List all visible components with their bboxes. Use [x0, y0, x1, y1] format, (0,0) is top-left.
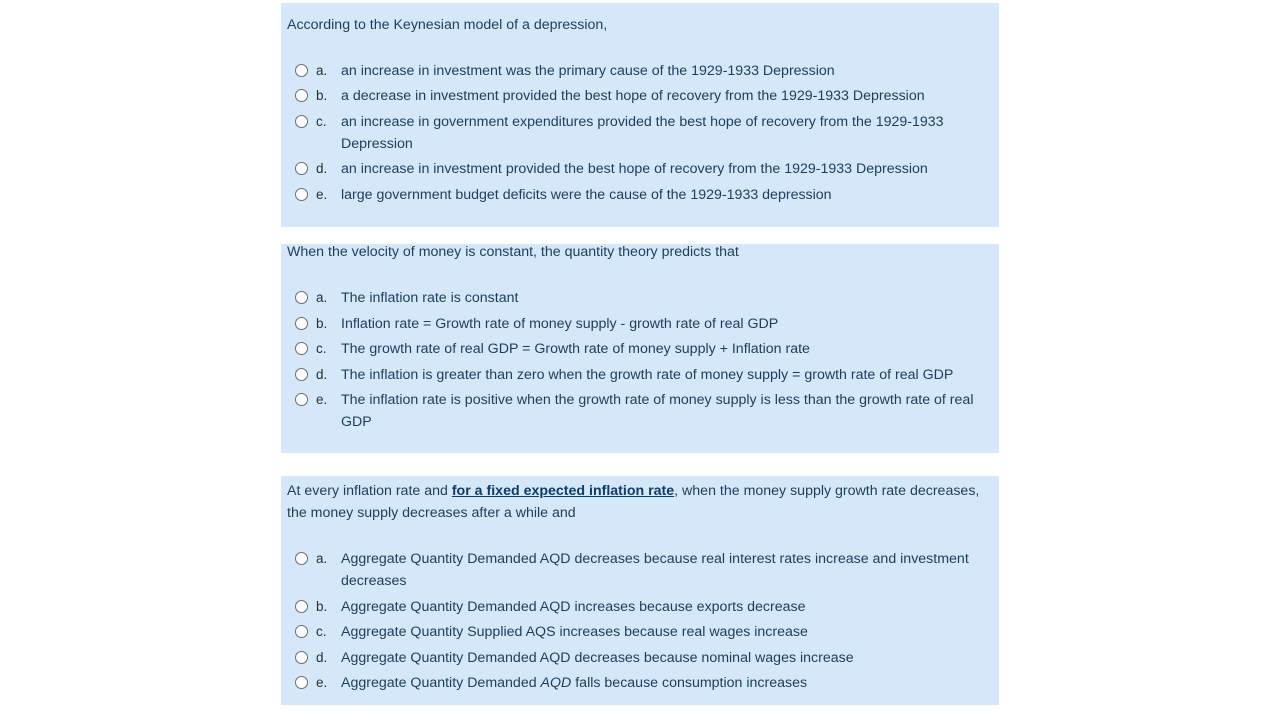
emphasized-phrase: for a fixed expected inflation rate [451, 483, 675, 499]
radio-button-icon[interactable] [295, 600, 308, 613]
option-letter: a. [316, 551, 328, 566]
question-2 [281, 244, 999, 453]
option-letter: b. [316, 88, 328, 103]
radio-button-icon[interactable] [295, 651, 308, 664]
option-text-italic: AQD [540, 675, 572, 691]
answer-option-c[interactable] [287, 338, 993, 360]
option-text: Aggregate Quantity Demanded AQD increases because exports decrease [341, 598, 806, 615]
option-letter: c. [316, 624, 327, 639]
option-text: an increase in government expenditures provided the best hope of recovery from the 1929-1933 Depression [341, 113, 944, 152]
answer-option-b[interactable] [287, 313, 993, 335]
option-text: a decrease in investment provided the best hope of recovery from the 1929-1933 Depression [341, 88, 925, 104]
option-letter: b. [316, 315, 328, 331]
option-letter: d. [316, 649, 328, 665]
option-text: large government budget deficits were the cause of the 1929-1933 depression [341, 186, 832, 203]
radio-button-icon[interactable] [295, 89, 308, 102]
option-text: Aggregate Quantity Supplied AQS increases because real wages increase [341, 624, 808, 640]
option-text: Aggregate Quantity Demanded AQD decreases because real interest rates increase and investment decreases [341, 551, 969, 589]
question-2-text: When the velocity of money is constant, the quantity theory predicts that [287, 244, 739, 260]
answer-option-a[interactable] [287, 548, 993, 592]
option-text [341, 675, 807, 691]
radio-button-icon[interactable] [295, 64, 308, 77]
option-text: an increase in investment was the primary cause of the 1929-1933 Depression [341, 62, 835, 79]
option-text: The inflation rate is constant [341, 290, 519, 306]
question-3-text [287, 481, 993, 524]
option-text: The growth rate of real GDP = Growth rate of money supply + Inflation rate [341, 341, 810, 357]
option-letter: d. [316, 366, 328, 382]
option-text-start: Aggregate Quantity Demanded [341, 675, 541, 691]
answer-option-c[interactable] [287, 621, 993, 643]
radio-button-icon[interactable] [295, 625, 308, 638]
radio-button-icon[interactable] [295, 115, 308, 128]
question-3-text-start: At every inflation rate and [287, 483, 452, 499]
option-letter: b. [316, 598, 328, 614]
answer-option-e[interactable] [287, 672, 993, 694]
answer-option-a[interactable] [287, 60, 993, 82]
option-text: The inflation is greater than zero when the growth rate of money supply = growth rate of real GDP [341, 366, 954, 383]
answer-list [287, 60, 993, 206]
option-letter: a. [316, 62, 328, 78]
option-letter: c. [316, 341, 327, 356]
answer-option-a[interactable] [287, 287, 993, 309]
radio-button-icon[interactable] [295, 342, 308, 355]
option-letter: d. [316, 161, 328, 176]
option-letter: e. [316, 392, 328, 407]
radio-button-icon[interactable] [295, 368, 308, 381]
answer-option-e[interactable] [287, 184, 993, 206]
option-text: Aggregate Quantity Demanded AQD decreases because nominal wages increase [341, 649, 854, 666]
option-letter: e. [316, 186, 328, 202]
radio-button-icon[interactable] [295, 188, 308, 201]
question-1-text: According to the Keynesian model of a depression, [287, 17, 608, 33]
option-letter: c. [316, 113, 327, 129]
answer-list [287, 548, 993, 694]
answer-option-b[interactable] [287, 85, 993, 107]
option-letter: a. [316, 290, 328, 305]
answer-option-d[interactable] [287, 647, 993, 669]
answer-option-b[interactable] [287, 596, 993, 618]
radio-button-icon[interactable] [295, 676, 308, 689]
option-letter: e. [316, 675, 328, 690]
radio-button-icon[interactable] [295, 393, 308, 406]
option-text-end: falls because consumption increases [571, 675, 808, 691]
question-1 [281, 3, 999, 227]
answer-option-e[interactable] [287, 389, 993, 433]
option-text: an increase in investment provided the best hope of recovery from the 1929-1933 Depression [341, 161, 928, 177]
radio-button-icon[interactable] [295, 317, 308, 330]
radio-button-icon[interactable] [295, 162, 308, 175]
question-3 [281, 476, 999, 705]
answer-option-d[interactable] [287, 364, 993, 386]
question-3-text-end: , when the money supply growth rate decreases, the money supply decreases after a while and [287, 483, 980, 521]
answer-option-d[interactable] [287, 158, 993, 180]
radio-button-icon[interactable] [295, 291, 308, 304]
option-text: Inflation rate = Growth rate of money supply - growth rate of real GDP [341, 315, 779, 332]
answer-list [287, 287, 993, 433]
option-text: The inflation rate is positive when the growth rate of money supply is less than the growth rate of real GDP [341, 392, 974, 430]
answer-option-c[interactable] [287, 111, 993, 155]
radio-button-icon[interactable] [295, 552, 308, 565]
